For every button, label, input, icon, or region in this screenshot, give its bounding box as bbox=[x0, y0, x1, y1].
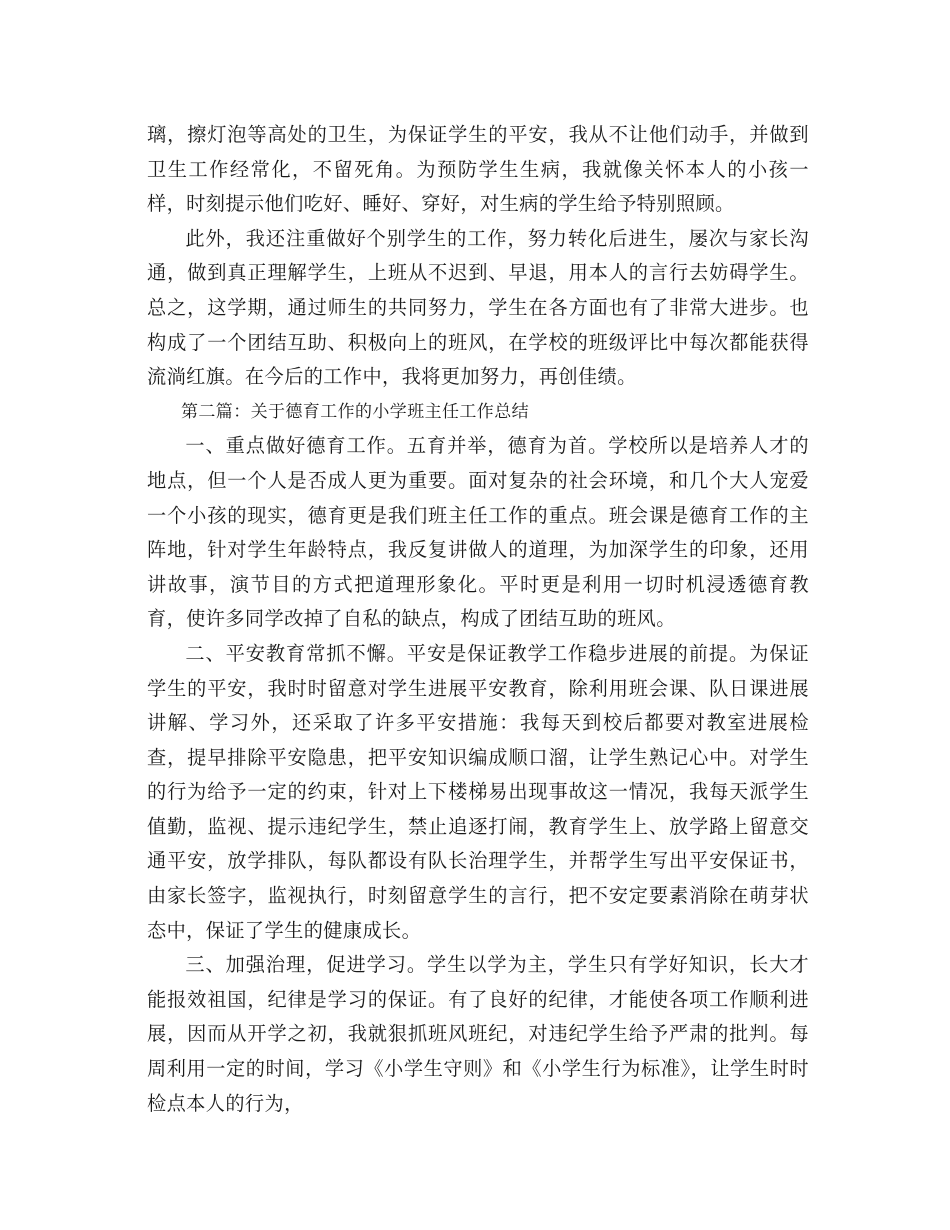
paragraph-continuation: 璃，擦灯泡等高处的卫生，为保证学生的平安，我从不让他们动手，并做到卫生工作经常化，不留死角。为预防学生生病，我就像关怀本人的小孩一样，时刻提示他们吃好、睡好、穿好，对生病的学生给予特别照顾。 bbox=[147, 123, 809, 216]
paragraph-class-work-summary: 此外，我还注重做好个别学生的工作，努力转化后进生，屡次与家长沟通，做到真正理解学生，上班从不迟到、早退，用本人的言行去妨碍学生。总之，这学期，通过师生的共同努力，学生在各方面也有了非常大进步。也构成了一个团结互助、积极向上的班风，在学校的班级评比中每次都能获得流淌红旗。在今后的工作中，我将更加努力，再创佳绩。 bbox=[147, 226, 809, 389]
paragraph-discipline-management: 三、加强治理，促进学习。学生以学为主，学生只有学好知识，长大才能报效祖国，纪律是学习的保证。有了良好的纪律，才能使各项工作顺利进展，因而从开学之初，我就狠抓班风班纪，对违纪学生给予严肃的批判。每周利用一定的时间，学习《小学生守则》和《小学生行为标准》，让学生时时检点本人的行为， bbox=[147, 953, 809, 1115]
section-heading: 第二篇：关于德育工作的小学班主任工作总结 bbox=[181, 401, 529, 422]
paragraph-safety-education: 二、平安教育常抓不懈。平安是保证教学工作稳步进展的前提。为保证学生的平安，我时时留意对学生进展平安教育，除利用班会课、队日课进展讲解、学习外，还采取了许多平安措施：我每天到校后都要对教室进展检查，提早排除平安隐患，把平安知识编成顺口溜，让学生熟记心中。对学生的行为给予一定的约束，针对上下楼梯易出现事故这一情况，我每天派学生值勤，监视、提示违纪学生，禁止追逐打闹，教育学生上、放学路上留意交通平安，放学排队，每队都设有队长治理学生，并帮学生写出平安保证书，由家长签字，监视执行，时刻留意学生的言行，把不安定要素消除在萌芽状态中，保证了学生的健康成长。 bbox=[147, 641, 809, 942]
document-body bbox=[147, 118, 809, 1121]
paragraph-moral-education: 一、重点做好德育工作。五育并举，德育为首。学校所以是培养人才的地点，但一个人是否成人更为重要。面对复杂的社会环境，和几个大人宠爱一个小孩的现实，德育更是我们班主任工作的重点。班会课是德育工作的主阵地，针对学生年龄特点，我反复讲做人的道理，为加深学生的印象，还用讲故事，演节目的方式把道理形象化。平时更是利用一切时机浸透德育教育，使许多同学改掉了自私的缺点，构成了团结互助的班风。 bbox=[147, 434, 809, 631]
